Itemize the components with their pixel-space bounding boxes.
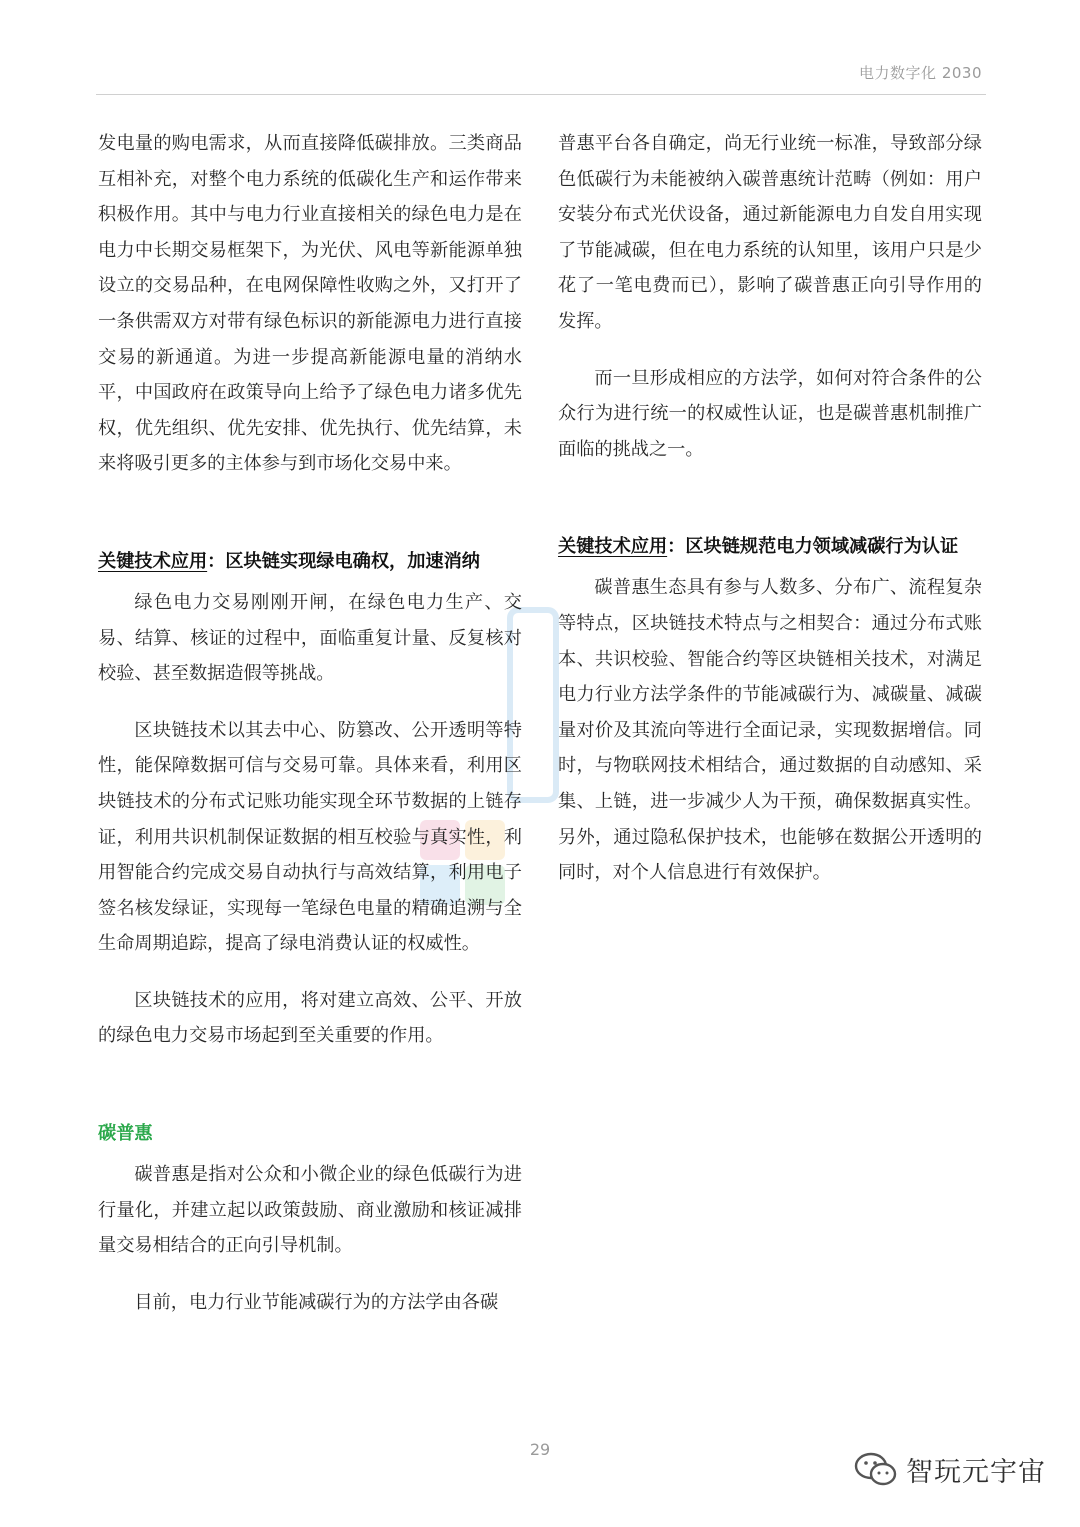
section-title-tanpuhui: 碳普惠 bbox=[98, 1123, 153, 1145]
heading-rest: ：区块链实现绿电确权，加速消纳 bbox=[207, 550, 480, 572]
heading-label: 关键技术应用 bbox=[98, 550, 208, 572]
right-section-heading bbox=[558, 530, 982, 564]
right-paragraph-3: 碳普惠生态具有参与人数多、分布广、流程复杂等特点，区块链技术特点与之相契合：通过分布式账本、共识校验、智能合约等区块链相关技术，对满足电力行业方法学条件的节能减碳行为、减碳量、减碳量对价及其流向等进行全面记录，实现数据增信。同时，与物联网技术相结合，通过数据的自动感知、采集、上链，进一步减少人为干预，确保数据真实性。另外，通过隐私保护技术，也能够在数据公开透明的同时，对个人信息进行有效保护。 bbox=[558, 577, 982, 884]
left-paragraph-5: 碳普惠是指对公众和小微企业的绿色低碳行为进行量化，并建立起以政策鼓励、商业激励和核证减排量交易相结合的正向引导机制。 bbox=[98, 1164, 522, 1257]
left-paragraph-2: 绿色电力交易刚刚开闸，在绿色电力生产、交易、结算、核证的过程中，面临重复计量、反复核对校验、甚至数据造假等挑战。 bbox=[98, 591, 522, 685]
left-paragraph-4: 区块链技术的应用，将对建立高效、公平、开放的绿色电力交易市场起到至关重要的作用。 bbox=[98, 989, 522, 1047]
header-divider bbox=[96, 94, 986, 95]
left-column bbox=[98, 126, 522, 1341]
heading-label: 关键技术应用 bbox=[558, 536, 668, 558]
left-section-heading bbox=[98, 545, 522, 579]
left-paragraph-3: 区块链技术以其去中心、防篡改、公开透明等特性，能保障数据可信与交易可靠。具体来看，利用区块链技术的分布式记账功能实现全环节数据的上链存证，利用共识机制保证数据的相互校验与真实性，利用智能合约完成交易自动执行与高效结算，利用电子签名核发绿证，实现每一笔绿色电量的精确追溯与全生命周期追踪，提高了绿电消费认证的权威性。 bbox=[98, 719, 522, 955]
right-paragraph-1: 普惠平台各自确定，尚无行业统一标准，导致部分绿色低碳行为未能被纳入碳普惠统计范畴（例如：用户安装分布式光伏设备，通过新能源电力自发自用实现了节能减碳，但在电力系统的认知里，该用户只是少花了一笔电费而已），影响了碳普惠正向引导作用的发挥。 bbox=[558, 133, 982, 332]
heading-rest: ：区块链规范电力领域减碳行为认证 bbox=[667, 536, 959, 558]
wechat-icon bbox=[854, 1452, 898, 1488]
left-paragraph-1: 发电量的购电需求，从而直接降低碳排放。三类商品互相补充，对整个电力系统的低碳化生产和运作带来积极作用。其中与电力行业直接相关的绿色电力是在电力中长期交易框架下，为光伏、风电等新能源单独设立的交易品种，在电网保障性收购之外，又打开了一条供需双方对带有绿色标识的新能源电力进行直接交易的新通道。为进一步提高新能源电量的消纳水平，中国政府在政策导向上给予了绿色电力诸多优先权，优先组织、优先安排、优先执行、优先结算，未来将吸引更多的主体参与到市场化交易中来。 bbox=[98, 133, 522, 475]
left-paragraph-6: 目前，电力行业节能减碳行为的方法学由各碳 bbox=[134, 1291, 499, 1313]
wechat-account-badge bbox=[854, 1450, 1046, 1489]
right-column bbox=[558, 126, 982, 912]
right-paragraph-2: 而一旦形成相应的方法学，如何对符合条件的公众行为进行统一的权威性认证，也是碳普惠机制推广面临的挑战之一。 bbox=[558, 367, 982, 460]
account-brand-name: 智玩元宇宙 bbox=[906, 1457, 1046, 1488]
page-header-title: 电力数字化 2030 bbox=[859, 64, 982, 82]
page-number: 29 bbox=[529, 1440, 551, 1459]
